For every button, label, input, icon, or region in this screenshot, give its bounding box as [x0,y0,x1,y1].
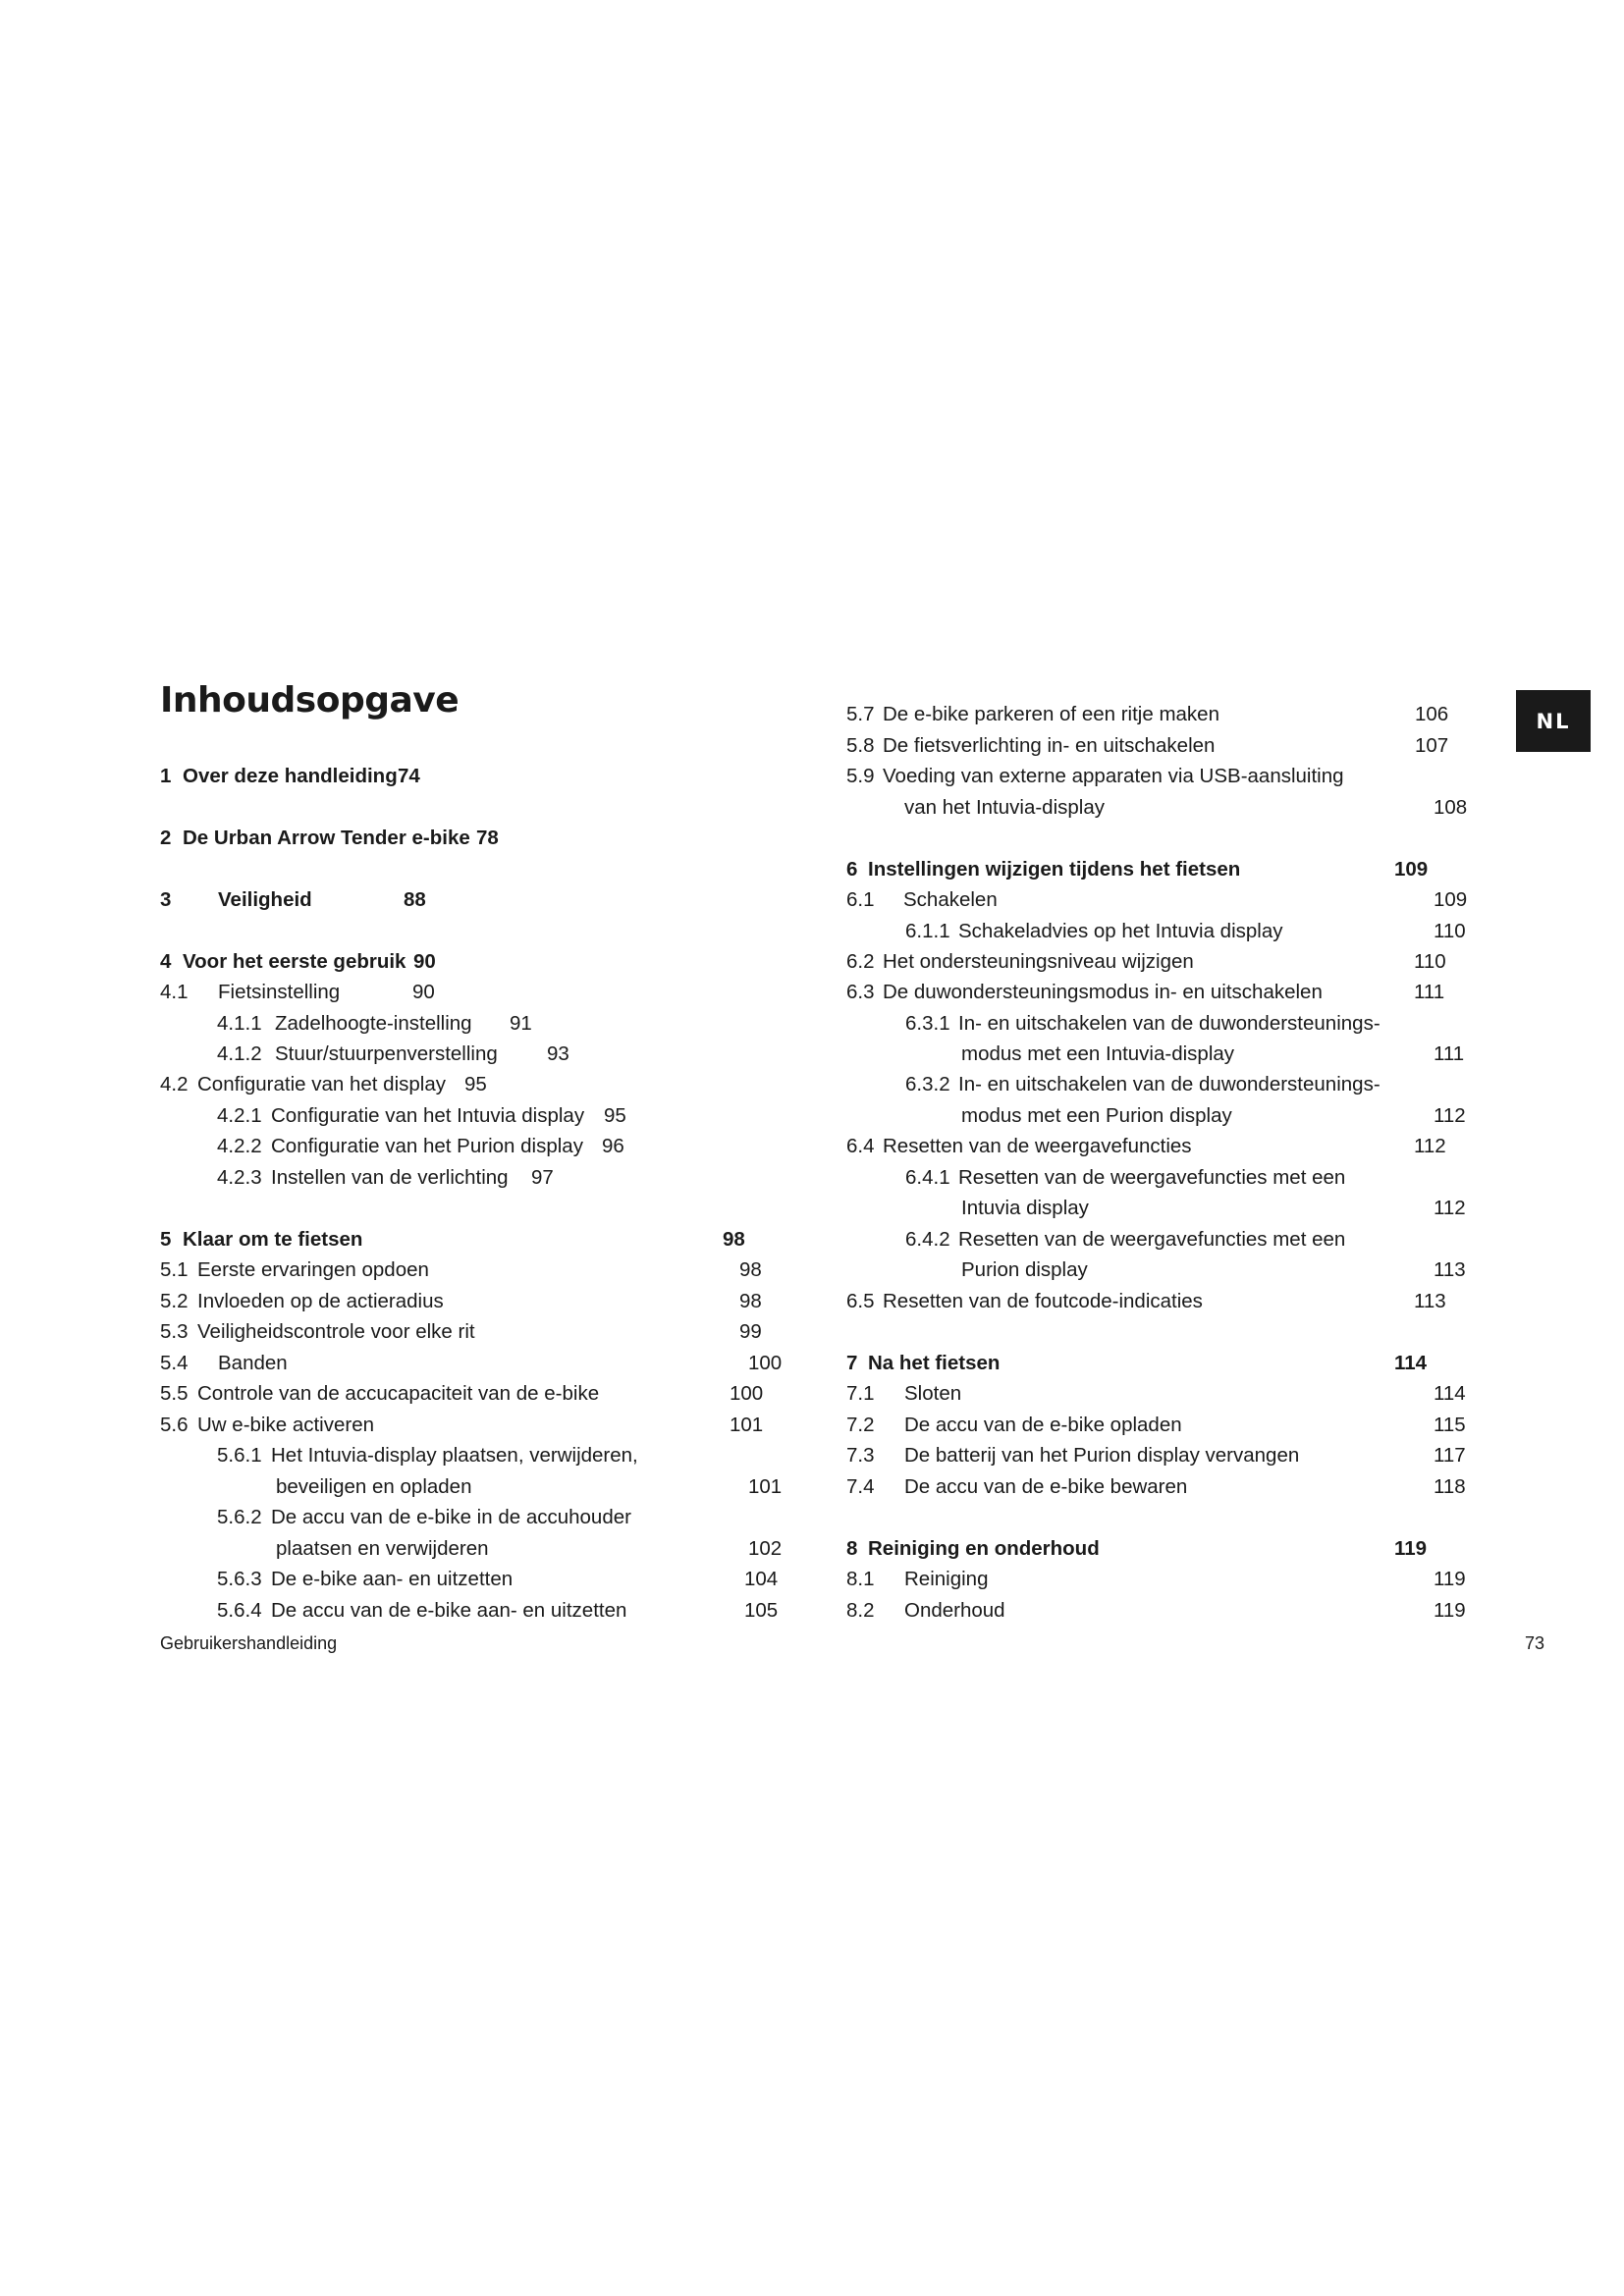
toc-entry-title: Veiligheid [218,888,312,911]
toc-entry-page: 90 [412,981,435,1003]
toc-entry-title: Resetten van de weergavefuncties met een [958,1228,1346,1251]
toc-entry-page: 110 [1434,920,1466,942]
toc-entry-page: 90 [413,950,436,973]
toc-entry-page: 88 [404,888,426,911]
toc-entry-title: Invloeden op de actieradius [197,1290,444,1312]
toc-entry-page: 101 [730,1414,764,1436]
toc-entry-number: 5 [160,1228,172,1251]
toc-entry-title: De duwondersteuningsmodus in- en uitschakelen [883,981,1323,1003]
toc-entry-page: 98 [739,1258,762,1281]
toc-entry-title: Configuratie van het Intuvia display [271,1104,585,1127]
toc-entry-page: 93 [547,1042,569,1065]
toc-entry-number: 5.6.3 [217,1568,262,1590]
toc-entry-title: De e-bike aan- en uitzetten [271,1568,514,1590]
footer-page-number: 73 [1525,1633,1545,1653]
toc-entry-page: 101 [748,1475,783,1498]
toc-entry-title: De batterij van het Purion display vervangen [904,1444,1300,1467]
toc-entry-number: 7.3 [846,1444,875,1467]
toc-entry-number: 4.1.2 [217,1042,262,1065]
toc-entry-number: 6.5 [846,1290,875,1312]
toc-entry-title: Resetten van de weergavefuncties met een [958,1166,1346,1189]
toc-entry-page: 78 [476,827,499,849]
toc-entry-title: Purion display [961,1258,1088,1281]
toc-entry-number: 3 [160,888,172,911]
toc-entry-title: Zadelhoogte-instelling [275,1012,472,1035]
toc-entry-page: 105 [744,1599,779,1622]
toc-entry-title: Configuratie van het Purion display [271,1135,583,1157]
toc-entry-number: 5.6.2 [217,1506,262,1528]
toc-entry-number: 4.2.2 [217,1135,262,1157]
toc-entry-number: 4.1.1 [217,1012,262,1035]
toc-entry-page: 109 [1434,888,1468,911]
toc-entry-page: 118 [1434,1475,1466,1498]
toc-entry-page: 98 [739,1290,762,1312]
toc-entry-page: 100 [748,1352,783,1374]
toc-entry-number: 5.6.1 [217,1444,262,1467]
toc-entry-title: Instellen van de verlichting [271,1166,509,1189]
toc-entry-number: 8.1 [846,1568,875,1590]
toc-entry-number: 6.3 [846,981,875,1003]
toc-entry-number: 6.1.1 [905,920,950,942]
toc-entry-page: 109 [1394,858,1429,881]
toc-entry-number: 6.4.2 [905,1228,950,1251]
toc-entry-number: 5.4 [160,1352,189,1374]
toc-entry-number: 6.3.1 [905,1012,950,1035]
toc-entry-number: 5.3 [160,1320,189,1343]
toc-entry-number: 6.3.2 [905,1073,950,1095]
toc-entry-number: 4.2.3 [217,1166,262,1189]
toc-entry-page: 119 [1394,1537,1428,1560]
toc-entry-number: 8 [846,1537,858,1560]
toc-entry-page: 107 [1415,734,1449,757]
toc-entry-title: Stuur/stuurpenverstelling [275,1042,498,1065]
toc-entry-title: Over deze handleiding [183,765,398,787]
toc-entry-title: Reiniging [904,1568,989,1590]
toc-entry-title: Voeding van externe apparaten via USB-aansluiting [883,765,1344,787]
toc-entry-title: Configuratie van het display [197,1073,446,1095]
page-title: Inhoudsopgave [160,680,460,721]
toc-entry-title: Het Intuvia-display plaatsen, verwijderen, [271,1444,638,1467]
toc-entry-title: De accu van de e-bike in de accuhouder [271,1506,631,1528]
toc-entry-page: 113 [1434,1258,1466,1281]
toc-entry-title: Schakelen [903,888,998,911]
toc-entry-page: 112 [1414,1135,1446,1157]
toc-entry-page: 112 [1434,1104,1466,1127]
toc-entry-number: 4 [160,950,172,973]
toc-entry-number: 5.6.4 [217,1599,262,1622]
toc-entry-page: 96 [602,1135,624,1157]
toc-entry-number: 5.1 [160,1258,189,1281]
toc-entry-title: De fietsverlichting in- en uitschakelen [883,734,1216,757]
toc-entry-title: Fietsinstelling [218,981,341,1003]
toc-entry-number: 2 [160,827,172,849]
toc-entry-title: Voor het eerste gebruik [183,950,406,973]
toc-entry-page: 119 [1434,1599,1466,1622]
toc-entry-page: 98 [723,1228,745,1251]
toc-entry-number: 1 [160,765,172,787]
toc-entry-page: 97 [531,1166,554,1189]
toc-entry-number: 7.4 [846,1475,875,1498]
toc-entry-page: 99 [739,1320,762,1343]
toc-entry-page: 108 [1434,796,1468,819]
toc-entry-number: 7.1 [846,1382,875,1405]
toc-entry-page: 95 [464,1073,487,1095]
toc-entry-title: Controle van de accucapaciteit van de e-bike [197,1382,600,1405]
toc-entry-title: Onderhoud [904,1599,1005,1622]
toc-entry-number: 6.4.1 [905,1166,950,1189]
toc-entry-number: 6 [846,858,858,881]
footer-manual-label: Gebruikershandleiding [160,1633,338,1653]
toc-entry-title: De e-bike parkeren of een ritje maken [883,703,1219,725]
toc-entry-number: 5.5 [160,1382,189,1405]
toc-entry-number: 8.2 [846,1599,875,1622]
toc-entry-title: Intuvia display [961,1197,1089,1219]
toc-entry-title: In- en uitschakelen van de duwondersteunings- [958,1012,1380,1035]
toc-entry-title: plaatsen en verwijderen [276,1537,489,1560]
toc-entry-page: 111 [1434,1042,1465,1065]
toc-entry-number: 7.2 [846,1414,875,1436]
toc-entry-title: Banden [218,1352,288,1374]
toc-entry-number: 4.2.1 [217,1104,262,1127]
toc-entry-title: Sloten [904,1382,962,1405]
toc-entry-title: Veiligheidscontrole voor elke rit [197,1320,475,1343]
toc-entry-page: 115 [1434,1414,1466,1436]
toc-entry-page: 104 [744,1568,779,1590]
toc-entry-title: Uw e-bike activeren [197,1414,375,1436]
language-tab[interactable]: NL [1516,690,1591,752]
toc-entry-number: 4.1 [160,981,189,1003]
toc-entry-title: van het Intuvia-display [904,796,1105,819]
toc-entry-title: modus met een Purion display [961,1104,1232,1127]
toc-entry-number: 7 [846,1352,858,1374]
toc-entry-title: In- en uitschakelen van de duwondersteunings- [958,1073,1380,1095]
toc-entry-title: Schakeladvies op het Intuvia display [958,920,1283,942]
toc-entry-page: 110 [1414,950,1446,973]
toc-entry-number: 5.6 [160,1414,189,1436]
toc-entry-number: 5.8 [846,734,875,757]
toc-entry-page: 113 [1414,1290,1446,1312]
toc-entry-number: 6.4 [846,1135,875,1157]
toc-entry-page: 106 [1415,703,1449,725]
toc-entry-number: 5.7 [846,703,875,725]
toc-entry-page: 74 [398,765,420,787]
toc-entry-page: 102 [748,1537,783,1560]
toc-entry-title: Resetten van de weergavefuncties [883,1135,1192,1157]
toc-entry-title: De accu van de e-bike aan- en uitzetten [271,1599,627,1622]
toc-entry-page: 111 [1414,981,1445,1003]
toc-entry-title: Eerste ervaringen opdoen [197,1258,429,1281]
toc-entry-title: modus met een Intuvia-display [961,1042,1235,1065]
toc-entry-page: 119 [1434,1568,1466,1590]
toc-entry-title: Resetten van de foutcode-indicaties [883,1290,1203,1312]
toc-entry-number: 5.9 [846,765,875,787]
toc-entry-title: De Urban Arrow Tender e-bike [183,827,470,849]
toc-entry-title: Het ondersteuningsniveau wijzigen [883,950,1194,973]
toc-entry-page: 117 [1434,1444,1466,1467]
toc-entry-number: 4.2 [160,1073,189,1095]
toc-entry-number: 6.1 [846,888,875,911]
toc-entry-number: 6.2 [846,950,875,973]
toc-entry-page: 114 [1394,1352,1428,1374]
toc-entry-number: 5.2 [160,1290,189,1312]
toc-entry-page: 95 [604,1104,626,1127]
toc-entry-page: 100 [730,1382,764,1405]
toc-entry-title: beveiligen en opladen [276,1475,472,1498]
toc-entry-title: De accu van de e-bike opladen [904,1414,1182,1436]
toc-entry-title: De accu van de e-bike bewaren [904,1475,1188,1498]
toc-entry-title: Na het fietsen [868,1352,1001,1374]
toc-entry-title: Klaar om te fietsen [183,1228,363,1251]
toc-entry-page: 114 [1434,1382,1466,1405]
toc-entry-title: Reiniging en onderhoud [868,1537,1100,1560]
toc-entry-page: 91 [510,1012,532,1035]
toc-entry-title: Instellingen wijzigen tijdens het fietsen [868,858,1241,881]
toc-entry-page: 112 [1434,1197,1466,1219]
